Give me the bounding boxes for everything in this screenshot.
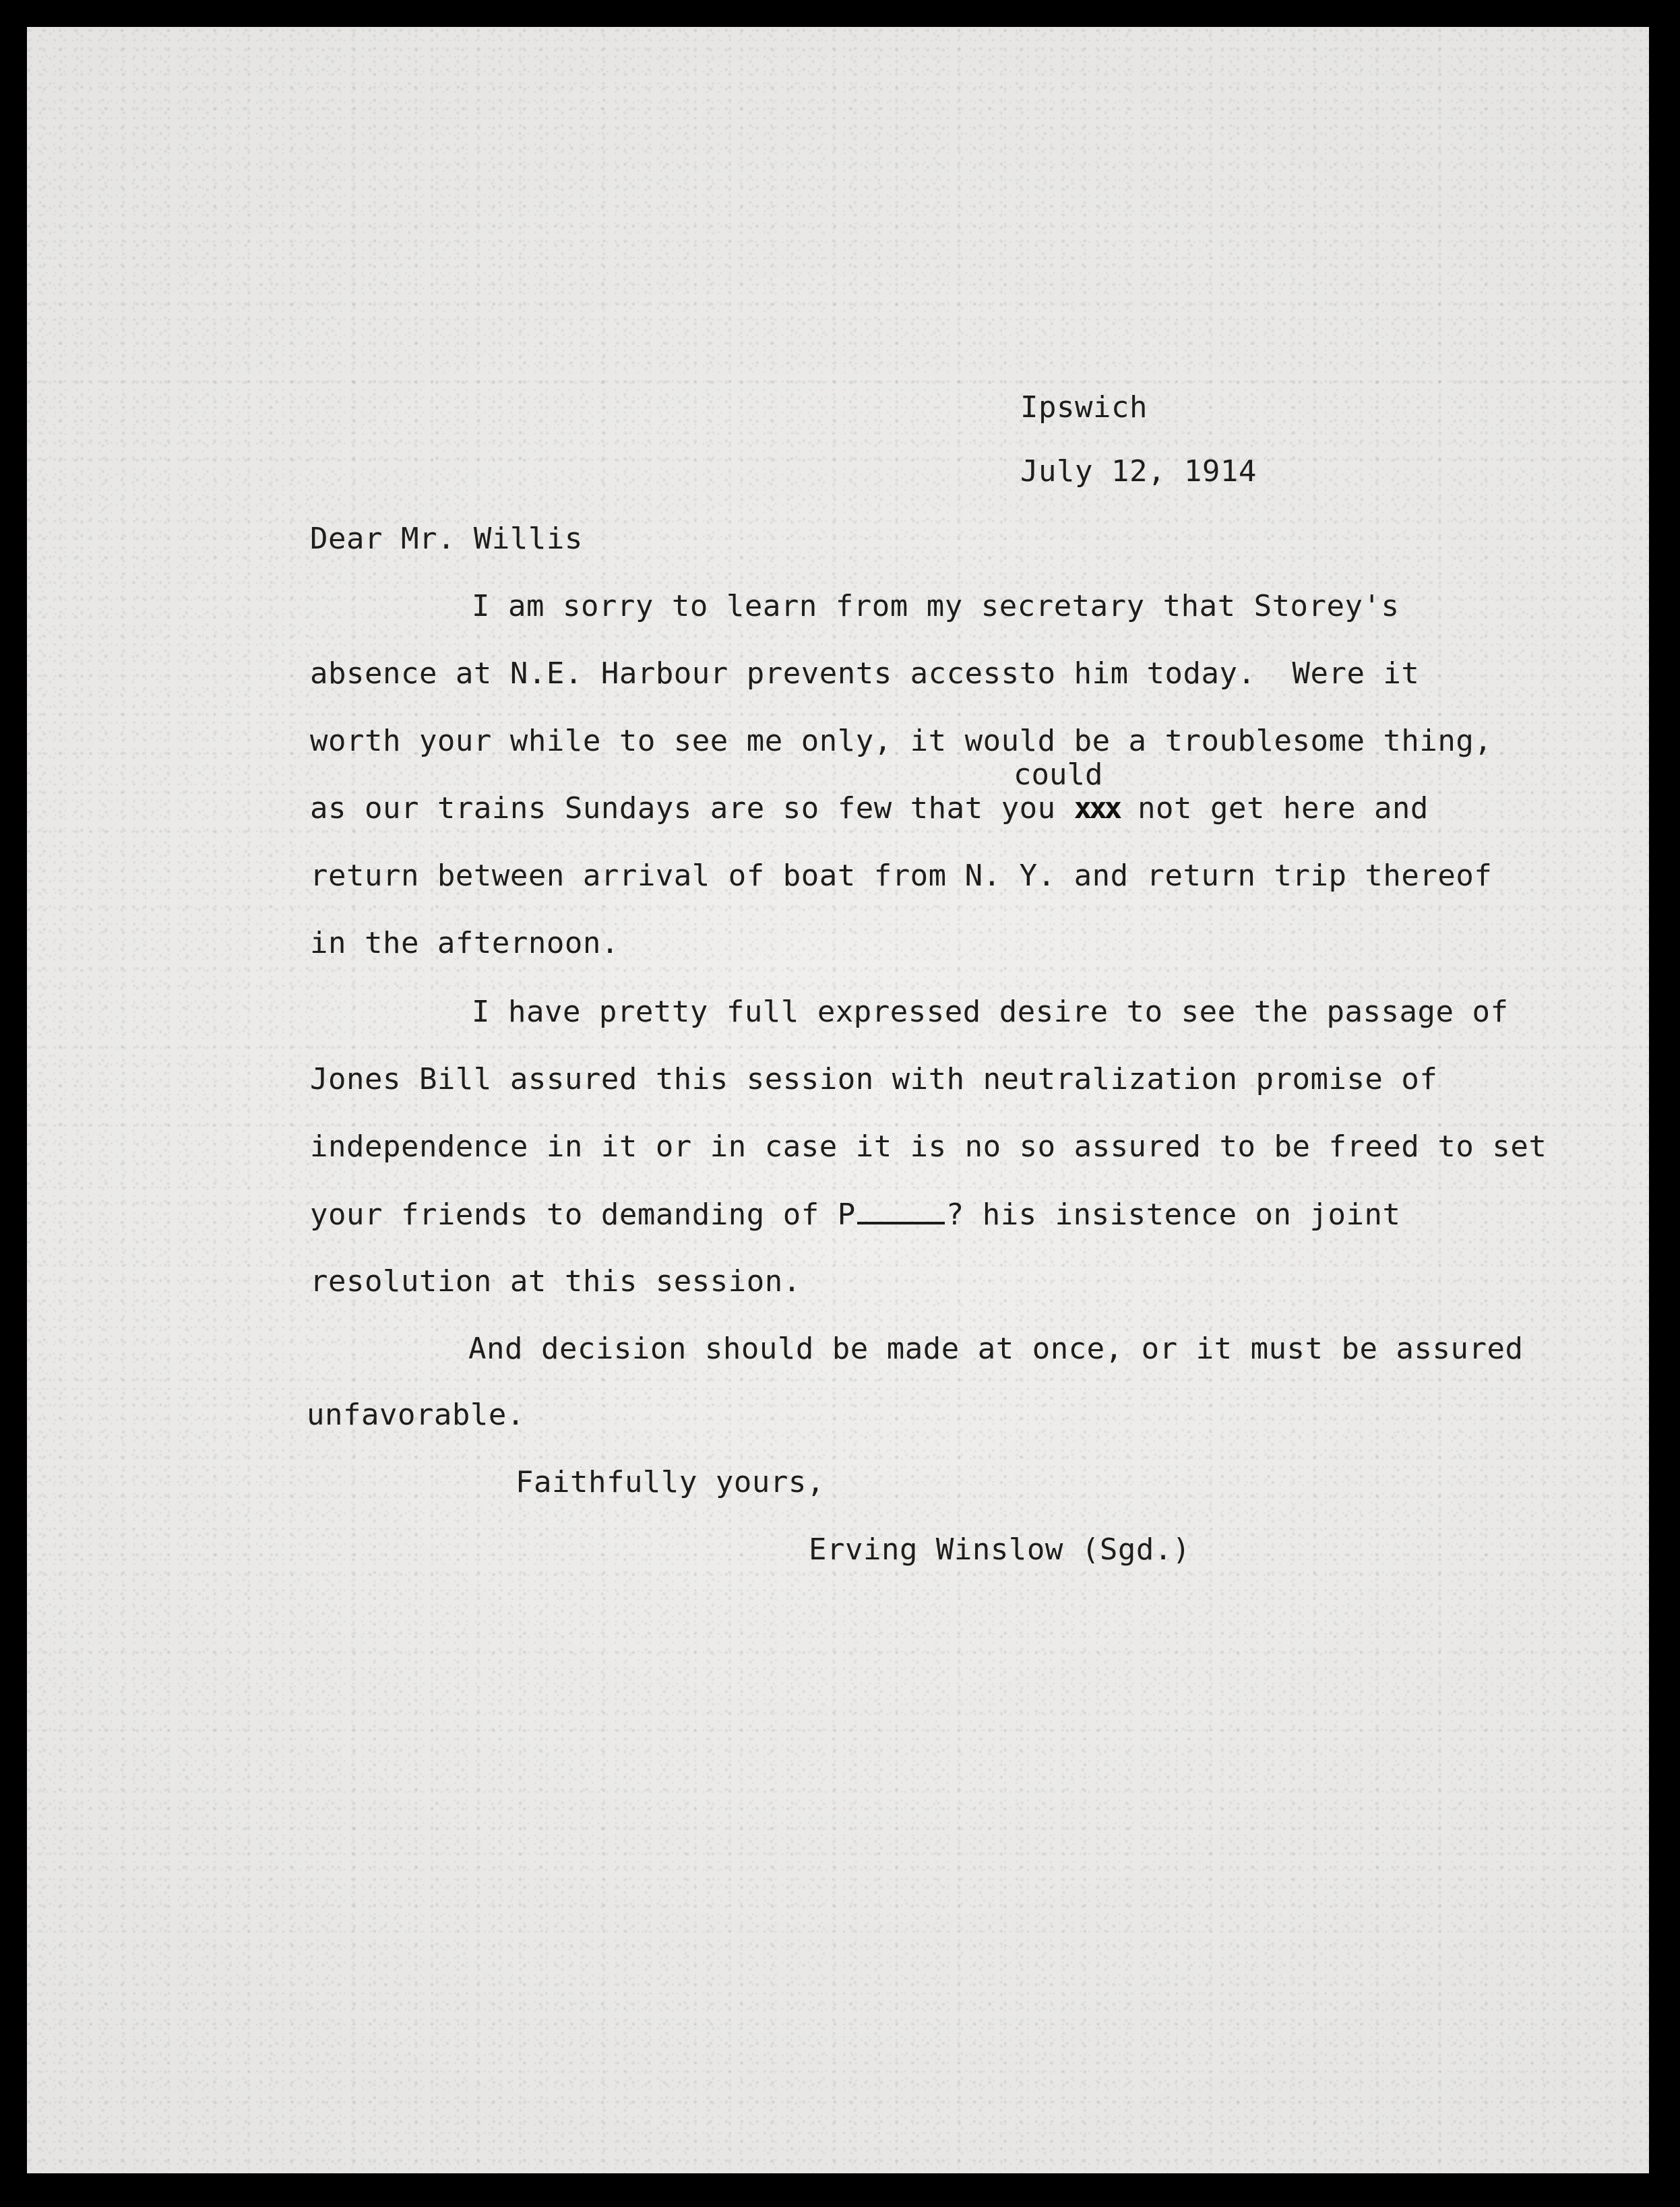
- date: July 12, 1914: [1020, 454, 1257, 489]
- struck-out-word: xxx: [1074, 791, 1120, 826]
- paragraph-2-line-5: resolution at this session.: [310, 1264, 801, 1299]
- closing: Faithfully yours,: [516, 1465, 825, 1499]
- name-blank: [857, 1198, 945, 1224]
- salutation: Dear Mr. Willis: [310, 522, 583, 556]
- paragraph-1-line-1: I am sorry to learn from my secretary that Storey's: [472, 589, 1400, 623]
- paragraph-2-line-3: independence in it or in case it is no so assured to be freed to set: [310, 1129, 1547, 1164]
- paragraph-1-line-3: worth your while to see me only, it would be a troublesome thing,: [310, 724, 1493, 758]
- paragraph-1-line-4: [310, 792, 1429, 826]
- paragraph-2-line-4: [310, 1198, 1400, 1232]
- paragraph-2-line-2: Jones Bill assured this session with neutralization promise of: [310, 1062, 1438, 1096]
- line-p2-4-part-b: ? his insistence on joint: [945, 1198, 1401, 1232]
- line-p2-4-part-a: your friends to demanding of P: [310, 1198, 856, 1232]
- paragraph-2-line-1: I have pretty full expressed desire to see the passage of: [472, 995, 1509, 1029]
- paragraph-3-line-1: And decision should be made at once, or it must be assured: [468, 1332, 1524, 1366]
- handwritten-insert-could: could: [1014, 757, 1103, 792]
- line-4-part-a: as our trains Sundays are so few that you: [310, 791, 1074, 826]
- line-4-part-b: not get here and: [1119, 791, 1429, 826]
- paragraph-1-line-6: in the afternoon.: [310, 926, 619, 960]
- signature: Erving Winslow (Sgd.): [809, 1532, 1191, 1567]
- paragraph-3-line-2: unfavorable.: [307, 1398, 525, 1432]
- paragraph-1-line-2: absence at N.E. Harbour prevents accessto him today. Were it: [310, 656, 1420, 691]
- place: Ipswich: [1020, 390, 1148, 425]
- letter-page: [27, 27, 1649, 2173]
- paragraph-1-line-5: return between arrival of boat from N. Y. and return trip thereof: [310, 859, 1493, 893]
